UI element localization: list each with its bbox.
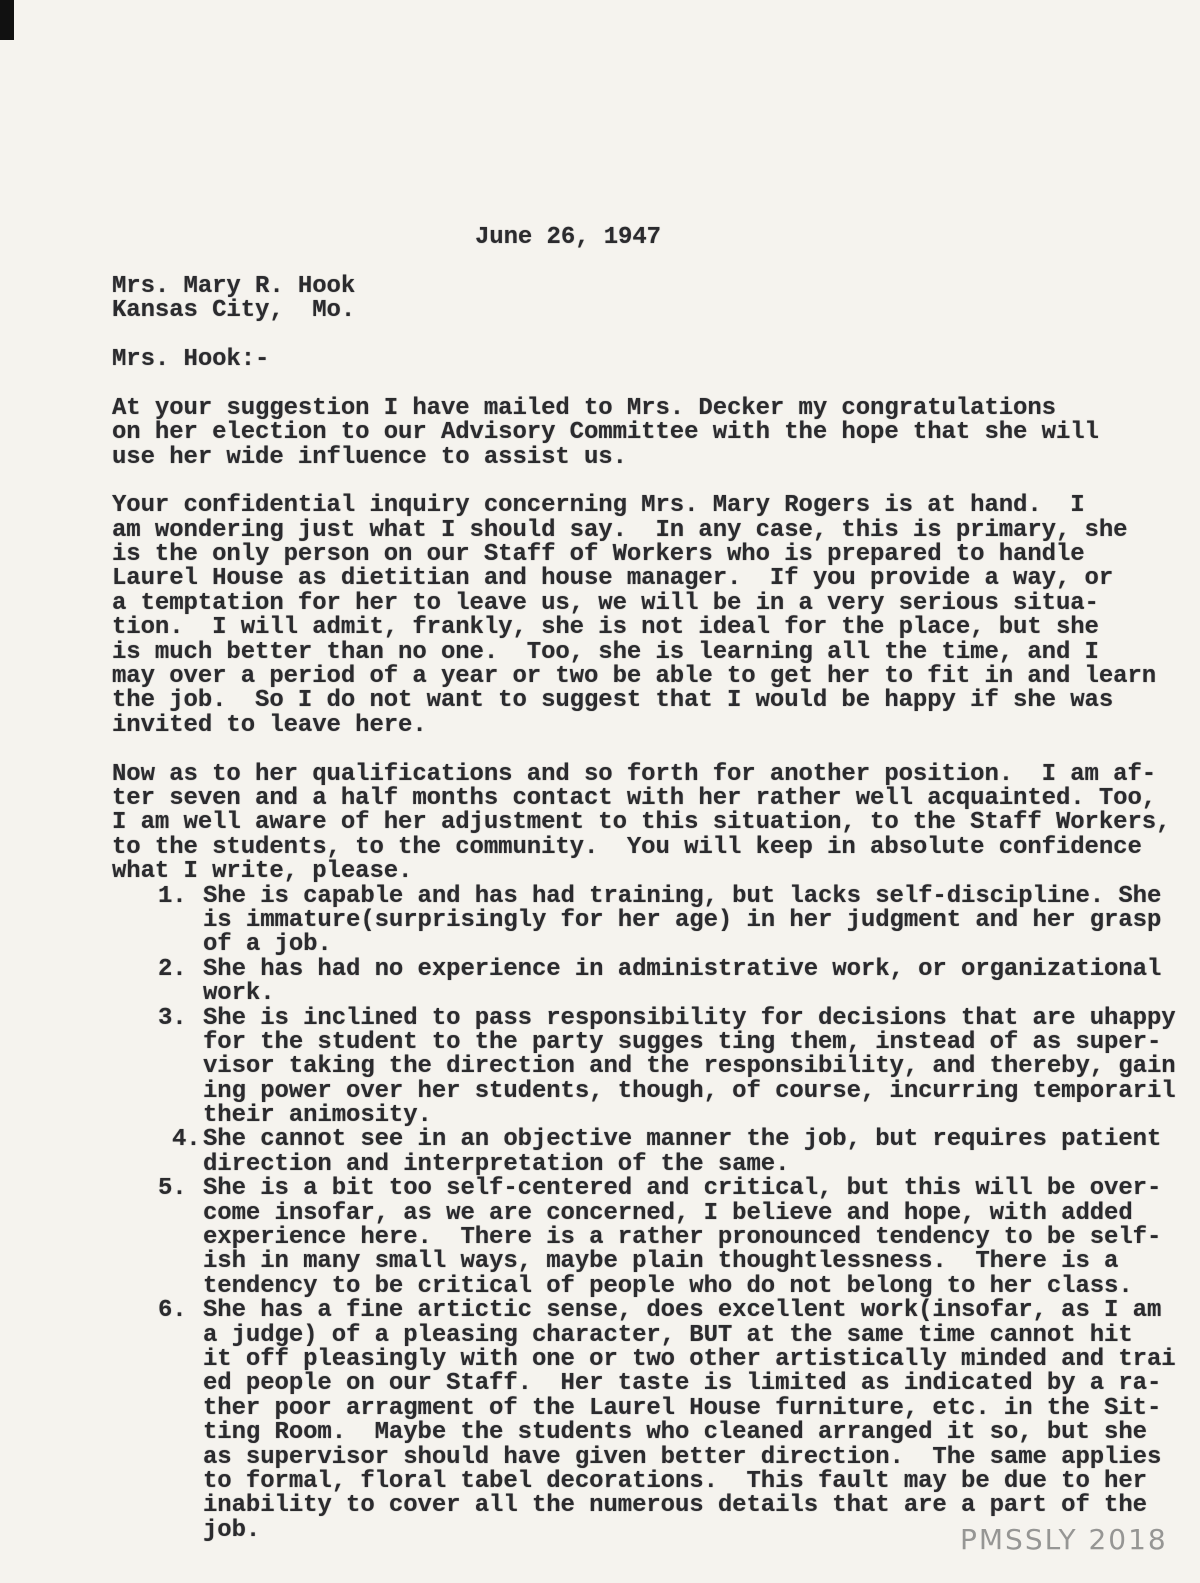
paragraph-line: on her election to our Advisory Committee with the hope that she will [112, 419, 1099, 447]
paragraph-line: ter seven and a half months contact with her rather well acquainted. Too, [112, 784, 1157, 812]
list-item-line: visor taking the direction and the responsibility, and thereby, gain [203, 1053, 1176, 1081]
paragraph-line: Laurel House as dietitian and house manager. If you provide a way, or [112, 565, 1114, 593]
list-item-number: 1. [158, 882, 187, 910]
list-item-number: 2. [158, 955, 187, 983]
address-line: Mrs. Mary R. Hook [112, 272, 356, 300]
letter-body [112, 226, 1200, 1543]
paragraph-line: a temptation for her to leave us, we will be in a very serious situa- [112, 589, 1099, 617]
list-item-line: is immature(surprisingly for her age) in her judgment and her grasp [203, 906, 1162, 934]
paragraph-line: am wondering just what I should say. In any case, this is primary, she [112, 516, 1128, 544]
list-item-number: 4. [172, 1126, 201, 1154]
paragraph-line: invited to leave here. [112, 711, 427, 739]
list-item-line: direction and interpretation of the same. [203, 1150, 790, 1178]
paragraph-line: Your confidential inquiry concerning Mrs. Mary Rogers is at hand. I [112, 492, 1085, 520]
list-item-line: She has had no experience in administrative work, or organizational [203, 955, 1162, 983]
list-item [112, 1177, 1200, 1299]
spacer [112, 324, 1200, 348]
paragraph-line: tion. I will admit, frankly, she is not ideal for the place, but she [112, 614, 1099, 642]
list-item-line: She is inclined to pass responsibility for decisions that are uhappy [203, 1004, 1176, 1032]
list-item-line: come insofar, as we are concerned, I believe and hope, with added [203, 1199, 1133, 1227]
list-item-line: ing power over her students, though, of course, incurring temporaril [203, 1077, 1176, 1105]
list-item-line: their animosity. [203, 1102, 432, 1130]
paragraph-line: use her wide influence to assist us. [112, 443, 627, 471]
spacer [112, 250, 1200, 274]
paragraph-line: At your suggestion I have mailed to Mrs. Decker my congratulations [112, 394, 1056, 422]
list-item-line: job. [203, 1516, 261, 1544]
paragraph-line: I am well aware of her adjustment to this situation, to the Staff Workers, [112, 809, 1171, 837]
list-item [112, 882, 1200, 959]
list-item-number: 5. [158, 1175, 187, 1203]
spacer [112, 372, 1200, 396]
paragraph-line: is the only person on our Staff of Workers who is prepared to handle [112, 541, 1085, 569]
list-item-line: of a job. [203, 931, 332, 959]
paragraph-line: the job. So I do not want to suggest that I would be happy if she was [112, 687, 1114, 715]
list-item-line: a judge) of a pleasing character, BUT at the same time cannot hit [203, 1321, 1133, 1349]
scan-edge [0, 0, 14, 40]
list-item-line: She is a bit too self-centered and critical, but this will be over- [203, 1175, 1162, 1203]
paragraph-line: is much better than no one. Too, she is learning all the time, and I [112, 638, 1099, 666]
list-item-number: 3. [158, 1004, 187, 1032]
paragraph-line: may over a period of a year or two be able to get her to fit in and learn [112, 663, 1157, 691]
paragraph-line: what I write, please. [112, 858, 413, 886]
list-item [112, 1004, 1200, 1130]
list-item-line: She has a fine artictic sense, does excellent work(insofar, as I am [203, 1297, 1162, 1325]
watermark: PMSSLY 2018 [960, 1523, 1168, 1556]
list-item-line: tendency to be critical of people who do not belong to her class. [203, 1272, 1133, 1300]
list-item-line: to formal, floral tabel decorations. This fault may be due to her [203, 1467, 1147, 1495]
salutation: Mrs. Hook:- [112, 345, 270, 373]
address-line: Kansas City, Mo. [112, 297, 356, 325]
list-item-line: experience here. There is a rather pronounced tendency to be self- [203, 1224, 1162, 1252]
list-item-line: She cannot see in an objective manner the job, but requires patient [203, 1126, 1162, 1154]
list-item-line: ting Room. Maybe the students who cleaned arranged it so, but she [203, 1419, 1147, 1447]
list-item-line: inability to cover all the numerous details that are a part of the [203, 1492, 1147, 1520]
list-item [112, 1299, 1200, 1543]
list-item-line: She is capable and has had training, but lacks self-discipline. She [203, 882, 1162, 910]
list-item [112, 1128, 1200, 1177]
list-item-number: 6. [158, 1297, 187, 1325]
list-item-line: as supervisor should have given better direction. The same applies [203, 1443, 1162, 1471]
spacer [112, 738, 1200, 762]
list-item [112, 955, 1200, 1008]
list-item-line: for the student to the party sugges ting them, instead of as super- [203, 1028, 1162, 1056]
paragraph-line: Now as to her qualifications and so forth for another position. I am af- [112, 760, 1157, 788]
list-item-line: ther poor arragment of the Laurel House furniture, etc. in the Sit- [203, 1394, 1162, 1422]
list-item-line: it off pleasingly with one or two other artistically minded and trai [203, 1345, 1176, 1373]
list-item-line: ish in many small ways, maybe plain thoughtlessness. There is a [203, 1248, 1119, 1276]
paragraph-line: to the students, to the community. You will keep in absolute confidence [112, 833, 1142, 861]
letter-date: June 26, 1947 [475, 224, 661, 251]
list-item-line: work. [203, 980, 275, 1008]
list-item-line: ed people on our Staff. Her taste is limited as indicated by a ra- [203, 1370, 1162, 1398]
spacer [112, 470, 1200, 494]
